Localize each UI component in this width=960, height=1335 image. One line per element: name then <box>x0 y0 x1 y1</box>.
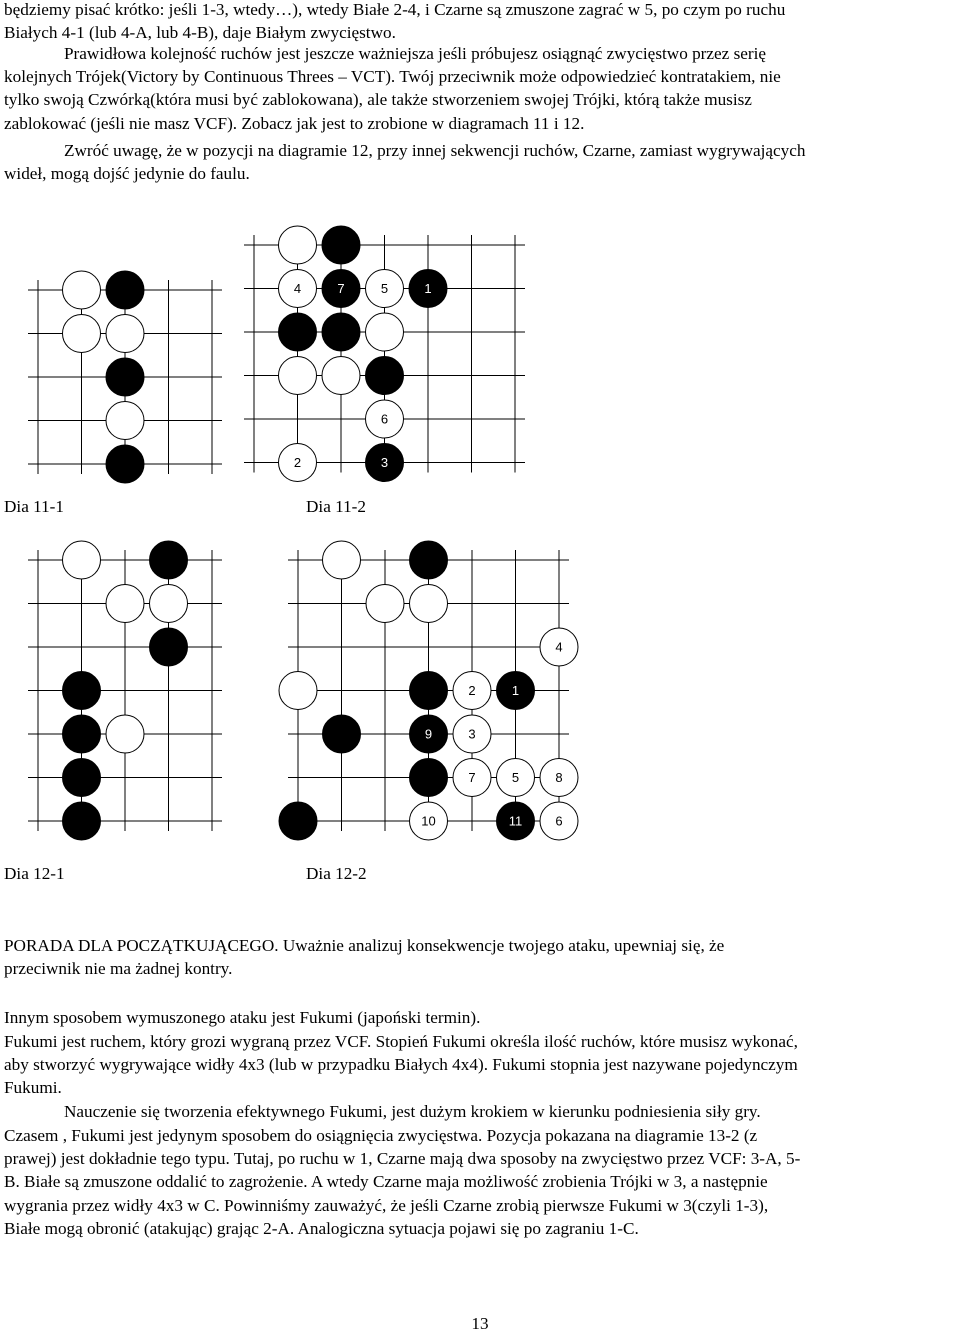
move-number: 4 <box>555 639 563 655</box>
move-number: 6 <box>555 813 563 829</box>
move-number: 2 <box>468 683 476 698</box>
move-number: 5 <box>511 770 520 785</box>
black-stone <box>323 715 361 753</box>
white-stone <box>323 541 361 579</box>
move-number: 1 <box>424 281 432 296</box>
fukumi-definition <box>4 1030 956 1100</box>
text-line: Nauczenie się tworzenia efektywnego Fukumi, jest dużym krokiem w kierunku podniesienia siły gry. <box>64 1102 761 1121</box>
text-line: będziemy pisać krótko: jeśli 1-3, wtedy…), wtedy Białe 2-4, i Czarne są zmuszone zagrać w 5, po czym po ruchu <box>4 0 786 19</box>
text-line: PORADA DLA POCZĄTKUJĄCEGO. Uważnie analizuj konsekwencje twojego ataku, upewniaj się, że <box>4 936 725 955</box>
black-stone <box>410 672 448 710</box>
text-line: przeciwnik nie ma żadnej kontry. <box>4 959 233 979</box>
page-number: 13 <box>471 1314 489 1333</box>
text-line: tylko swoją Czwórką(która musi być zablokowana), ale także stworzeniem swojej Trójki, którą także musisz <box>4 90 752 110</box>
caption-dia-12-1: Dia 12-1 <box>4 864 65 883</box>
move-number: 3 <box>380 455 389 470</box>
caption-dia-11-2: Dia 11-2 <box>306 497 366 516</box>
text-line: Zwróć uwagę, że w pozycji na diagramie 12, przy innej sekwencji ruchów, Czarne, zamiast wygrywających <box>64 141 806 160</box>
text-line: prawej) jest dokładnie tego typu. Tutaj, po ruchu w 1, Czarne mają dwa sposoby na zwycięstwo przez VCF: 3-A, 5- <box>4 1149 801 1169</box>
caption-dia-11-1: Dia 11-1 <box>4 497 64 516</box>
move-number: 6 <box>380 411 389 427</box>
text-line: aby stworzyć wygrywające widły 4x3 (lub w przypadku Białych 4x4). Fukumi stopnia jest nazywane pojedynczym <box>4 1055 798 1075</box>
text-line: kolejnych Trójek(Victory by Continuous Threes – VCT). Twój przeciwnik może odpowiedzieć kontratakiem, nie <box>4 67 781 87</box>
text-line: Czasem , Fukumi jest jedynym sposobem do osiągnięcia zwycięstwa. Pozycja pokazana na diagramie 13-2 (z <box>4 1126 758 1145</box>
text-line: wideł, mogą dojść jedynie do faulu. <box>4 164 250 184</box>
move-number: 2 <box>293 455 302 470</box>
text-line: Fukumi jest ruchem, który grozi wygraną przez VCF. Stopień Fukumi określa ilość ruchów, które musisz wykonać, <box>4 1032 798 1051</box>
move-number: 7 <box>337 281 345 296</box>
fukumi-learning <box>4 1100 956 1123</box>
move-number: 11 <box>508 813 523 829</box>
black-stone <box>410 759 448 797</box>
caption-dia-12-2: Dia 12-2 <box>306 864 367 883</box>
text-line: B. Białe są zmuszone oddalić to zagrożenie. A wtedy Czarne maja możliwość zrobienia Trójki w 3, a następnie <box>4 1172 768 1192</box>
text-line: Białe mogą obronić (atakując) grając 2-A. Analogiczna sytuacja pojawi się po zagraniu 1-C. <box>4 1218 639 1238</box>
move-number: 9 <box>424 726 433 742</box>
text-line: zablokować (jeśli nie masz VCF). Zobacz jak jest to zrobione w diagramach 11 i 12. <box>4 113 585 133</box>
move-number: 3 <box>468 726 476 742</box>
move-number: 1 <box>511 683 520 698</box>
black-stone <box>410 541 448 579</box>
text-line: Innym sposobem wymuszonego ataku jest Fukumi (japoński termin). <box>4 1008 481 1027</box>
text-line: wygrania przez widły 4x3 w C. Powinniśmy zauważyć, że jeśli Czarne zrobią pierwsze Fukumi w 3(czyli 1-3), <box>4 1195 769 1215</box>
text-line: Fukumi. <box>4 1078 62 1098</box>
fukumi-intro <box>4 1006 956 1029</box>
text-line: Prawidłowa kolejność ruchów jest jeszcze ważniejsza jeśli próbujesz osiągnąć zwycięstwo przez serię <box>64 44 767 63</box>
white-stone <box>410 585 448 623</box>
move-number: 10 <box>421 813 436 829</box>
move-number: 5 <box>380 281 389 296</box>
text-line: Białych 4-1 (lub 4-A, lub 4-B), daje Białym zwycięstwo. <box>4 23 396 43</box>
black-stone <box>279 802 317 840</box>
white-stone <box>366 585 404 623</box>
move-number: 8 <box>555 770 563 785</box>
fukumi-example <box>4 1124 956 1240</box>
white-stone <box>279 672 317 710</box>
advice-paragraph <box>4 934 956 980</box>
move-number: 7 <box>468 770 476 785</box>
move-number: 4 <box>293 281 302 296</box>
